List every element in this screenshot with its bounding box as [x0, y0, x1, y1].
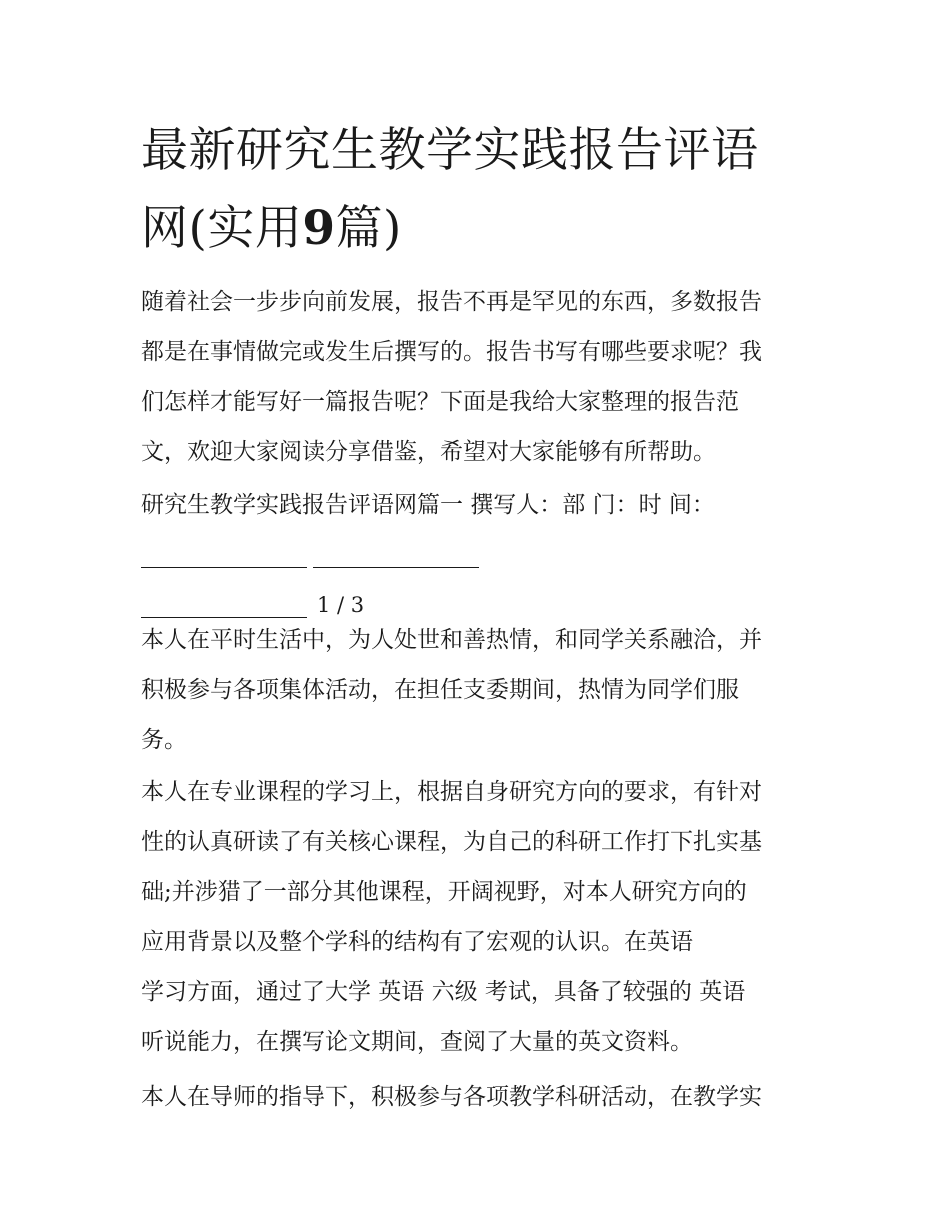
blank-line	[141, 537, 307, 568]
section-meta	[141, 480, 821, 630]
paragraph-2-line-6: 听说能力，在撰写论文期间，查阅了大量的英文资料。	[141, 1029, 693, 1055]
title-line-1: 最新研究生教学实践报告评语	[141, 123, 759, 178]
paragraph-1-line-1: 本人在平时生活中，为人处世和善热情，和同学关系融洽，并	[141, 627, 762, 653]
paragraph-2-line-2: 性的认真研读了有关核心课程，为自己的科研工作打下扎实基	[141, 829, 762, 855]
blank-line	[141, 587, 307, 618]
intro-paragraph	[141, 277, 821, 477]
paragraph-1-line-3: 务。	[141, 727, 187, 753]
paragraph-1	[141, 615, 821, 765]
title-line-2	[141, 190, 821, 268]
paragraph-3-line-1: 本人在导师的指导下，积极参与各项教学科研活动，在教学实	[141, 1084, 762, 1110]
paragraph-2-line-5: 学习方面，通过了大学 英语 六级 考试，具备了较强的 英语	[141, 979, 746, 1005]
document-title	[141, 112, 821, 268]
paragraph-2-line-1: 本人在专业课程的学习上，根据自身研究方向的要求，有针对	[141, 779, 762, 805]
section-heading: 研究生教学实践报告评语网篇一 撰写人：部 门：时 间：	[141, 492, 715, 518]
intro-line-1: 随着社会一步步向前发展，报告不再是罕见的东西，多数报告	[141, 289, 762, 315]
signature-blanks-row-1	[141, 530, 821, 580]
paragraph-2-line-4: 应用背景以及整个学科的结构有了宏观的认识。在英语	[141, 929, 693, 955]
intro-line-2: 都是在事情做完或发生后撰写的。报告书写有哪些要求呢？我	[141, 339, 762, 365]
paragraph-2-line-3: 础;并涉猎了一部分其他课程，开阔视野，对本人研究方向的	[141, 879, 747, 905]
title-line-2-pre: 网(实用	[141, 201, 303, 256]
blank-line	[313, 537, 479, 568]
intro-line-4: 文，欢迎大家阅读分享借鉴，希望对大家能够有所帮助。	[141, 439, 716, 465]
title-line-2-num: 9	[302, 201, 336, 256]
intro-line-3: 们怎样才能写好一篇报告呢？下面是我给大家整理的报告范	[141, 389, 739, 415]
page-indicator: 1 / 3	[317, 593, 365, 617]
title-line-2-post: 篇)	[335, 201, 402, 256]
paragraph-1-line-2: 积极参与各项集体活动，在担任支委期间，热情为同学们服	[141, 677, 739, 703]
paragraph-2	[141, 767, 821, 1067]
paragraph-3	[141, 1072, 821, 1122]
